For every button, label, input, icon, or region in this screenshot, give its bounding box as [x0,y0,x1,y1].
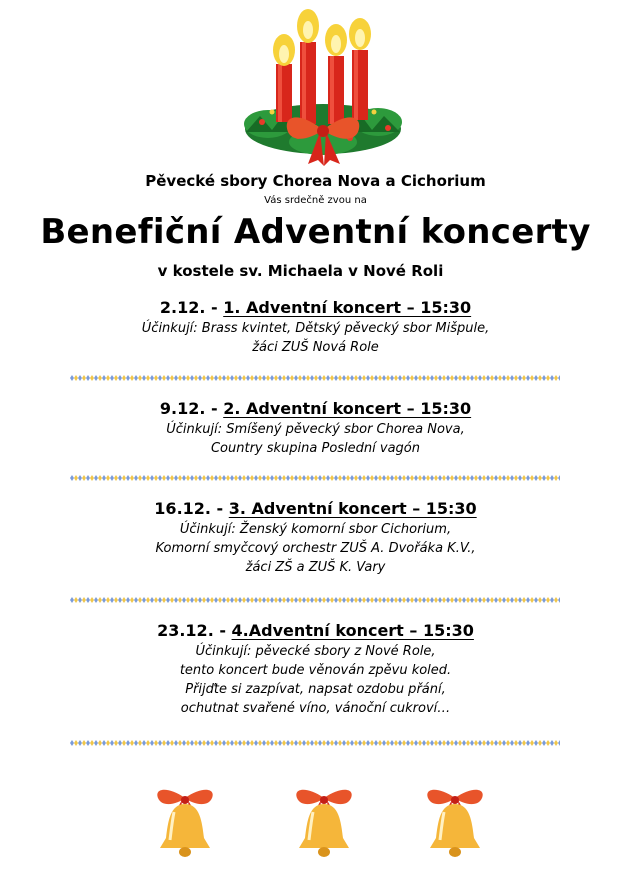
concert-date: 2.12. - [159,298,224,317]
venue-line: v kostele sv. Michaela v Nové Roli [157,262,444,280]
christmas-bell-icon [144,782,226,862]
concert-date: 9.12. - [159,399,224,418]
concert-block-3 [0,498,631,577]
decorative-divider [70,597,560,603]
concert-title: 3. Adventní koncert – 15:30 [228,499,477,518]
concert-heading [0,398,631,420]
performers-line: Účinkují: Brass kvintet, Dětský pěvecký sbor Mišpule, [141,321,490,336]
organizer-line: Pěvecké sbory Chorea Nova a Cichorium [145,172,486,190]
performers-line: Country skupina Poslední vagón [210,441,421,456]
decorative-divider [70,375,560,381]
decorative-divider [70,740,560,746]
concert-block-1 [0,297,631,357]
concert-block-4 [0,620,631,718]
performers-line: Účinkují: Smíšený pěvecký sbor Chorea Nova, [166,422,465,437]
performers-line: žáci ZŠ a ZUŠ K. Vary [245,560,386,575]
page-title: Benefiční Adventní koncerty [40,212,591,252]
christmas-bell-icon [414,782,496,862]
concert-block-2 [0,398,631,458]
performers-line: tento koncert bude věnován zpěvu koled. [179,663,452,678]
performers-line: Účinkují: Ženský komorní sbor Cichorium, [179,522,452,537]
concert-heading [0,620,631,642]
concert-title: 4.Adventní koncert – 15:30 [231,621,474,640]
performers-line: žáci ZUŠ Nová Role [252,340,379,355]
decorative-divider [70,475,560,481]
concert-title: 1. Adventní koncert – 15:30 [223,298,472,317]
concert-heading [0,498,631,520]
christmas-bell-icon [283,782,365,862]
performers-line: Komorní smyčcový orchestr ZUŠ A. Dvořáka K.V., [155,541,476,556]
performers-line: ochutnat svařené víno, vánoční cukroví… [180,701,451,716]
concert-heading [0,297,631,319]
concert-date: 16.12. - [154,499,229,518]
advent-wreath-illustration [238,4,408,169]
concert-title: 2. Adventní koncert – 15:30 [223,399,472,418]
performers-line: Účinkují: pěvecké sbory z Nové Role, [195,644,436,659]
invitation-line: Vás srdečně zvou na [264,195,367,206]
concert-date: 23.12. - [157,621,232,640]
performers-line: Přijďte si zazpívat, napsat ozdobu přání, [185,682,446,697]
